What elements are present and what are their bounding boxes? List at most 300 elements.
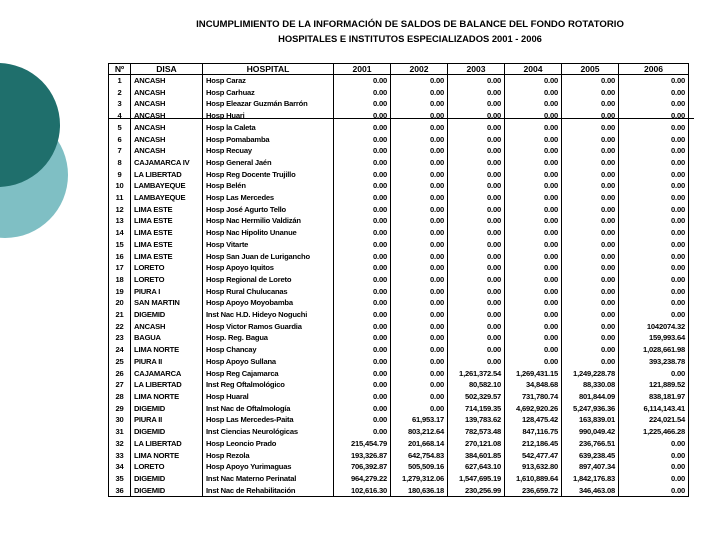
table-cell: 0.00 [505,274,562,286]
table-cell: 505,509.16 [391,461,448,473]
table-cell: 1042074.32 [619,321,689,333]
table-cell: 0.00 [334,321,391,333]
table-cell: 0.00 [619,75,689,87]
table-cell: 0.00 [391,227,448,239]
table-cell: 0.00 [334,145,391,157]
table-cell: 0.00 [391,145,448,157]
table-cell: 0.00 [448,332,505,344]
table-cell: 0.00 [448,215,505,227]
table-cell: 159,993.64 [619,332,689,344]
table-cell: 0.00 [619,297,689,309]
table-cell: 706,392.87 [334,461,391,473]
table-cell: 0.00 [448,274,505,286]
table-cell: 0.00 [448,122,505,134]
table-cell: 0.00 [619,145,689,157]
table-cell: 0.00 [562,286,619,298]
table-cell: 0.00 [505,332,562,344]
table-cell: 1,225,466.28 [619,426,689,438]
table-cell: 1,842,176.83 [562,473,619,485]
table-cell: 0.00 [448,157,505,169]
table-cell: 7 [109,145,131,157]
table-cell: 0.00 [619,239,689,251]
table-cell: CAJAMARCA [131,368,203,380]
table-cell: SAN MARTIN [131,297,203,309]
table-cell: 0.00 [391,368,448,380]
table-row [109,192,689,204]
table-cell: 0.00 [562,122,619,134]
table-cell: 731,780.74 [505,391,562,403]
table-cell: 0.00 [505,297,562,309]
table-cell: 0.00 [334,426,391,438]
table-cell: 0.00 [391,391,448,403]
table-cell: Hosp Apoyo Iquitos [203,262,334,274]
table-cell: 0.00 [334,110,391,122]
table-cell: 32 [109,438,131,450]
table-cell: Hosp Regional de Loreto [203,274,334,286]
table-cell: 0.00 [505,157,562,169]
table-cell: LA LIBERTAD [131,169,203,181]
table-cell: DIGEMID [131,403,203,415]
table-cell: 0.00 [448,145,505,157]
table-row [109,379,689,391]
table-cell: 0.00 [391,192,448,204]
table-cell: 0.00 [448,87,505,99]
table-cell: LIMA NORTE [131,344,203,356]
table-cell: 0.00 [562,134,619,146]
table-cell: 0.00 [562,239,619,251]
table-cell: Hosp Pomabamba [203,134,334,146]
table-cell: Hosp Huaral [203,391,334,403]
table-cell: LIMA NORTE [131,450,203,462]
table-cell: 0.00 [619,169,689,181]
table-cell: 224,021.54 [619,414,689,426]
table-cell: 0.00 [391,297,448,309]
balance-table [108,63,689,497]
table-cell: 0.00 [334,332,391,344]
table-row [109,473,689,485]
table-cell: 0.00 [334,169,391,181]
table-cell: 0.00 [448,98,505,110]
table-cell: 0.00 [448,251,505,263]
table-cell: 0.00 [448,204,505,216]
table-row [109,426,689,438]
table-row [109,251,689,263]
table-cell: 0.00 [391,274,448,286]
table-cell: 29 [109,403,131,415]
table-cell: 128,475.42 [505,414,562,426]
table-cell: 0.00 [391,110,448,122]
table-cell: 8 [109,157,131,169]
table-cell: 0.00 [562,75,619,87]
table-cell: 0.00 [448,110,505,122]
table-cell: 0.00 [619,192,689,204]
table-cell: 0.00 [391,344,448,356]
table-cell: 0.00 [505,251,562,263]
table-cell: 163,839.01 [562,414,619,426]
table-cell: Hosp Belén [203,180,334,192]
table-cell: DIGEMID [131,473,203,485]
table-cell: 0.00 [505,309,562,321]
column-header: 2006 [619,64,689,75]
table-cell: LIMA ESTE [131,251,203,263]
table-cell: 0.00 [391,251,448,263]
table-cell: 639,238.45 [562,450,619,462]
decorative-circles [0,0,80,540]
table-cell: Inst Nac H.D. Hideyo Noguchi [203,309,334,321]
table-cell: 913,632.80 [505,461,562,473]
table-cell: 0.00 [448,75,505,87]
table-cell: Inst Ciencias Neurológicas [203,426,334,438]
table-cell: 0.00 [334,368,391,380]
table-cell: 0.00 [619,262,689,274]
table-cell: 36 [109,485,131,497]
report-title: INCUMPLIMIENTO DE LA INFORMACIÓN DE SALDOS DE BALANCE DEL FONDO ROTATORIO [196,19,624,30]
table-cell: 0.00 [619,110,689,122]
table-cell: 0.00 [505,192,562,204]
table-cell: Hosp Apoyo Yurimaguas [203,461,334,473]
table-cell: 897,407.34 [562,461,619,473]
table-cell: 23 [109,332,131,344]
table-cell: Hosp Rural Chulucanas [203,286,334,298]
table-cell: PIURA I [131,286,203,298]
column-header: 2003 [448,64,505,75]
table-cell: 0.00 [562,180,619,192]
table-cell: 0.00 [505,204,562,216]
table-cell: 0.00 [562,356,619,368]
table-cell: 0.00 [334,262,391,274]
table-cell: 34,848.68 [505,379,562,391]
table-cell: 0.00 [334,286,391,298]
table-cell: 0.00 [505,227,562,239]
table-cell: 0.00 [448,344,505,356]
table-cell: 1,610,889.64 [505,473,562,485]
table-cell: 782,573.48 [448,426,505,438]
table-cell: LA LIBERTAD [131,438,203,450]
table-row [109,368,689,380]
table-cell: 0.00 [562,192,619,204]
column-header: 2001 [334,64,391,75]
table-cell: 0.00 [562,321,619,333]
table-cell: 0.00 [505,180,562,192]
table-cell: 0.00 [562,309,619,321]
table-cell: 0.00 [562,145,619,157]
table-cell: 0.00 [505,122,562,134]
table-cell: 0.00 [619,286,689,298]
table-cell: 0.00 [619,368,689,380]
table-row [109,485,689,497]
table-row [109,332,689,344]
table-cell: 0.00 [334,309,391,321]
table-cell: 542,477.47 [505,450,562,462]
table-cell: Hosp Victor Ramos Guardia [203,321,334,333]
table-cell: Inst Nac de Rehabilitación [203,485,334,497]
table-cell: 33 [109,450,131,462]
table-cell: 0.00 [562,215,619,227]
table-row [109,87,689,99]
table-cell: 25 [109,356,131,368]
table-row [109,286,689,298]
table-cell: 0.00 [619,473,689,485]
table-row [109,274,689,286]
table-cell: 964,279.22 [334,473,391,485]
table-cell: ANCASH [131,134,203,146]
table-cell: 0.00 [505,145,562,157]
table-cell: 0.00 [505,286,562,298]
table-cell: 17 [109,262,131,274]
table-cell: ANCASH [131,145,203,157]
table-cell: 0.00 [334,239,391,251]
table-cell: 1,547,695.19 [448,473,505,485]
table-cell: 0.00 [562,227,619,239]
table-cell: 3 [109,98,131,110]
table-cell: PIURA II [131,414,203,426]
table-cell: 642,754.83 [391,450,448,462]
table-cell: LIMA ESTE [131,215,203,227]
table-cell: 0.00 [505,169,562,181]
table-cell: 20 [109,297,131,309]
table-cell: Hosp la Caleta [203,122,334,134]
table-row [109,356,689,368]
table-cell: 0.00 [391,309,448,321]
table-cell: Hosp Nac Hermilio Valdizán [203,215,334,227]
table-cell: 803,212.64 [391,426,448,438]
table-cell: 0.00 [334,227,391,239]
table-row [109,169,689,181]
column-header: Nº [109,64,131,75]
table-cell: Hosp Leoncio Prado [203,438,334,450]
table-cell: 15 [109,239,131,251]
table-cell: 6 [109,134,131,146]
table-row [109,122,689,134]
table-cell: LA LIBERTAD [131,379,203,391]
table-cell: 0.00 [562,204,619,216]
table-row [109,414,689,426]
table-cell: 80,582.10 [448,379,505,391]
table-cell: 2 [109,87,131,99]
table-cell: 0.00 [391,204,448,216]
table-cell: 0.00 [505,98,562,110]
table-cell: 22 [109,321,131,333]
table-cell: 26 [109,368,131,380]
table-row [109,403,689,415]
table-cell: 236,659.72 [505,485,562,497]
table-cell: 13 [109,215,131,227]
table-cell: 4 [109,110,131,122]
strikethrough-line [108,118,694,119]
table-row [109,297,689,309]
table-cell: 0.00 [334,75,391,87]
table-cell: Hosp Chancay [203,344,334,356]
table-cell: LORETO [131,274,203,286]
table-cell: 0.00 [619,227,689,239]
table-cell: 714,159.35 [448,403,505,415]
table-cell: 0.00 [391,87,448,99]
table-cell: 0.00 [391,262,448,274]
table-cell: 0.00 [619,215,689,227]
table-row [109,204,689,216]
table-row [109,157,689,169]
table-cell: 5,247,936.36 [562,403,619,415]
table-cell: 393,238.78 [619,356,689,368]
table-cell: 0.00 [448,297,505,309]
table-row [109,438,689,450]
table-cell: 11 [109,192,131,204]
table-cell: 0.00 [505,356,562,368]
table-cell: 0.00 [562,157,619,169]
table-row [109,134,689,146]
table-cell: 0.00 [619,450,689,462]
table-cell: 1,279,312.06 [391,473,448,485]
table-cell: 0.00 [334,98,391,110]
table-cell: 0.00 [562,332,619,344]
table-cell: 0.00 [505,239,562,251]
table-cell: 0.00 [562,297,619,309]
table-cell: 502,329.57 [448,391,505,403]
table-cell: 201,668.14 [391,438,448,450]
table-cell: 0.00 [334,274,391,286]
table-cell: 0.00 [562,251,619,263]
table-cell: 0.00 [334,192,391,204]
table-cell: 0.00 [334,403,391,415]
table-cell: 0.00 [391,180,448,192]
column-header: 2002 [391,64,448,75]
table-row [109,98,689,110]
table-row [109,180,689,192]
table-cell: LAMBAYEQUE [131,180,203,192]
table-cell: 0.00 [391,157,448,169]
table-cell: 0.00 [505,110,562,122]
table-cell: Hosp. Reg. Bagua [203,332,334,344]
table-cell: ANCASH [131,321,203,333]
table-cell: 0.00 [619,180,689,192]
table-cell: 1,249,228.78 [562,368,619,380]
table-cell: 0.00 [334,414,391,426]
table-cell: Hosp Las Mercedes-Paita [203,414,334,426]
table-cell: 180,636.18 [391,485,448,497]
table-cell: 270,121.08 [448,438,505,450]
table-cell: 0.00 [619,461,689,473]
table-cell: Inst Reg Oftalmológico [203,379,334,391]
table-cell: 0.00 [448,192,505,204]
table-cell: 0.00 [334,379,391,391]
table-cell: Hosp Huari [203,110,334,122]
table-cell: 0.00 [334,356,391,368]
table-cell: 0.00 [505,215,562,227]
table-cell: 0.00 [448,356,505,368]
table-body [109,75,689,497]
table-cell: ANCASH [131,122,203,134]
table-cell: 0.00 [334,87,391,99]
table-cell: 28 [109,391,131,403]
report-subtitle: HOSPITALES E INSTITUTOS ESPECIALIZADOS 2001 - 2006 [278,33,542,44]
table-cell: 0.00 [391,286,448,298]
table-row [109,145,689,157]
table-cell: 0.00 [334,180,391,192]
table-cell: LIMA ESTE [131,227,203,239]
table-cell: Hosp Eleazar Guzmán Barrón [203,98,334,110]
table-cell: 212,186.45 [505,438,562,450]
table-row [109,391,689,403]
table-cell: 0.00 [334,215,391,227]
table-cell: 215,454.79 [334,438,391,450]
table-cell: LORETO [131,461,203,473]
table-cell: 0.00 [448,180,505,192]
table-cell: 0.00 [391,239,448,251]
table-cell: Hosp Recuay [203,145,334,157]
table-header-row [109,64,689,75]
table-cell: LIMA ESTE [131,239,203,251]
table-cell: Hosp Rezola [203,450,334,462]
table-cell: 0.00 [391,356,448,368]
table-cell: Inst Nac Materno Perinatal [203,473,334,485]
table-cell: 0.00 [448,262,505,274]
table-cell: 139,783.62 [448,414,505,426]
table-cell: 0.00 [334,297,391,309]
table-cell: 0.00 [619,98,689,110]
column-header: 2005 [562,64,619,75]
table-cell: ANCASH [131,87,203,99]
table-cell: BAGUA [131,332,203,344]
table-cell: 0.00 [619,485,689,497]
table-cell: 0.00 [391,332,448,344]
table-cell: Hosp Vitarte [203,239,334,251]
table-cell: 0.00 [391,379,448,391]
table-cell: 0.00 [619,134,689,146]
table-cell: 10 [109,180,131,192]
table-cell: 0.00 [619,274,689,286]
table-cell: 0.00 [334,122,391,134]
table-cell: 1 [109,75,131,87]
table-row [109,344,689,356]
table-cell: Hosp Reg Cajamarca [203,368,334,380]
table-cell: 27 [109,379,131,391]
table-cell: 0.00 [562,344,619,356]
table-cell: 6,114,143.41 [619,403,689,415]
table-cell: 1,261,372.54 [448,368,505,380]
table-cell: 0.00 [448,309,505,321]
table-cell: 0.00 [334,157,391,169]
table-cell: 0.00 [448,321,505,333]
table-cell: 18 [109,274,131,286]
table-cell: 0.00 [448,227,505,239]
table-cell: 21 [109,309,131,321]
table-cell: CAJAMARCA IV [131,157,203,169]
table-cell: 31 [109,426,131,438]
table-cell: 0.00 [562,169,619,181]
table-cell: 61,953.17 [391,414,448,426]
table-cell: 0.00 [619,438,689,450]
table-cell: 88,330.08 [562,379,619,391]
table-cell: LIMA ESTE [131,204,203,216]
table-row [109,110,689,122]
table-cell: 0.00 [505,134,562,146]
table-cell: Hosp Las Mercedes [203,192,334,204]
table-cell: DIGEMID [131,426,203,438]
table-cell: Hosp José Agurto Tello [203,204,334,216]
table-cell: 30 [109,414,131,426]
table-cell: 4,692,920.26 [505,403,562,415]
table-cell: 0.00 [391,122,448,134]
table-cell: 838,181.97 [619,391,689,403]
column-header: DISA [131,64,203,75]
table-row [109,450,689,462]
table-cell: 0.00 [505,344,562,356]
table-cell: 0.00 [391,98,448,110]
table-cell: ANCASH [131,75,203,87]
table-cell: Hosp San Juan de Lurigancho [203,251,334,263]
table-row [109,262,689,274]
table-cell: 0.00 [619,157,689,169]
